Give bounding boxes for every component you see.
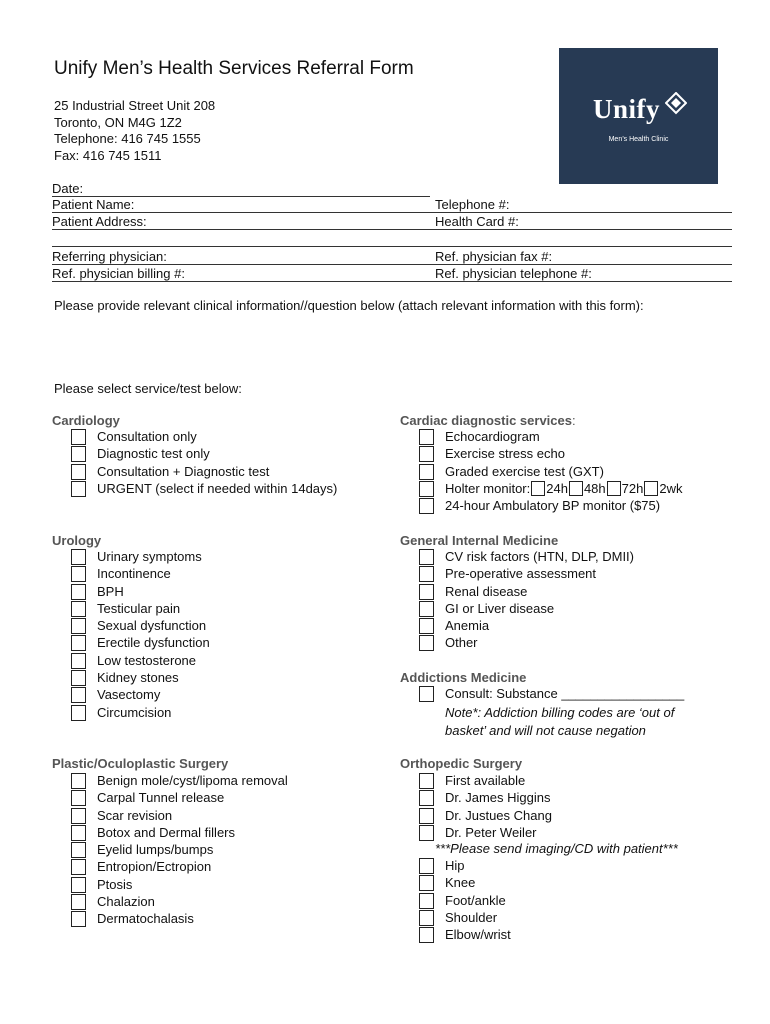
checkbox[interactable] [419, 498, 434, 514]
checkbox[interactable] [419, 566, 434, 582]
checkbox[interactable] [607, 481, 621, 496]
checkbox[interactable] [71, 635, 86, 651]
checkbox[interactable] [419, 875, 434, 891]
item-label: Knee [445, 875, 476, 891]
address-line: 25 Industrial Street Unit 208 [54, 98, 216, 113]
checkbox[interactable] [419, 446, 434, 462]
item-label: GI or Liver disease [445, 600, 555, 616]
checkbox[interactable] [71, 911, 86, 927]
checkbox[interactable] [419, 893, 434, 909]
checkbox[interactable] [71, 653, 86, 669]
checkbox[interactable] [71, 773, 86, 789]
checkbox[interactable] [71, 705, 86, 721]
ref-telephone-label: Ref. physician telephone #: [435, 266, 592, 281]
item-label: BPH [97, 583, 124, 599]
checkbox[interactable] [569, 481, 583, 496]
holter-label: Holter monitor: [445, 480, 531, 496]
checkbox[interactable] [419, 927, 434, 943]
heading-colon: : [571, 413, 576, 428]
item-label: Pre-operative assessment [445, 566, 597, 582]
checkbox[interactable] [71, 429, 86, 445]
holter-option: 72h [621, 480, 644, 496]
checkbox[interactable] [531, 481, 545, 496]
item-label: Consultation + Diagnostic test [97, 463, 270, 479]
ref-billing-label: Ref. physician billing #: [52, 266, 185, 281]
item-label: Circumcision [97, 704, 172, 720]
checkbox[interactable] [419, 481, 434, 497]
checkbox[interactable] [71, 549, 86, 565]
address-line: Toronto, ON M4G 1Z2 [54, 114, 182, 130]
checkbox[interactable] [419, 910, 434, 926]
select-service-prompt: Please select service/test below: [54, 381, 242, 396]
item-label: Eyelid lumps/bumps [97, 842, 214, 858]
item-label: First available [445, 773, 526, 788]
referring-physician-field[interactable] [52, 264, 732, 265]
date-label: Date: [52, 181, 84, 196]
patient-address-label: Patient Address: [52, 214, 147, 229]
checkbox[interactable] [71, 618, 86, 634]
item-label: Dermatochalasis [97, 911, 194, 927]
checkbox[interactable] [419, 635, 434, 651]
checkbox[interactable] [419, 825, 434, 841]
imaging-note: ***Please send imaging/CD with patient*** [435, 841, 678, 856]
item-label: Dr. James Higgins [445, 790, 551, 806]
item-label: Sexual dysfunction [97, 618, 207, 634]
item-label: Chalazion [97, 894, 155, 910]
holter-option: 48h [583, 480, 606, 496]
checkbox[interactable] [71, 584, 86, 600]
item-label: Scar revision [97, 807, 173, 823]
internal-medicine-heading: General Internal Medicine [400, 533, 559, 548]
item-label: Benign mole/cyst/lipoma removal [97, 773, 288, 788]
patient-address-field[interactable] [52, 229, 732, 230]
checkbox[interactable] [419, 584, 434, 600]
item-label: Exercise stress echo [445, 446, 565, 462]
checkbox[interactable] [71, 790, 86, 806]
item-label: Kidney stones [97, 670, 179, 686]
checkbox[interactable] [71, 842, 86, 858]
item-label: Other [445, 635, 478, 651]
item-label: Foot/ankle [445, 892, 506, 908]
item-label: Entropion/Ectropion [97, 859, 212, 875]
checkbox[interactable] [71, 446, 86, 462]
checkbox[interactable] [419, 429, 434, 445]
urology-heading: Urology [52, 533, 102, 548]
heading-text: Cardiac diagnostic services [400, 413, 572, 428]
cardiac-diagnostic-heading [400, 413, 576, 428]
item-label: CV risk factors (HTN, DLP, DMII) [445, 549, 635, 564]
cardiology-heading: Cardiology [52, 413, 120, 428]
patient-name-field[interactable] [52, 212, 732, 213]
checkbox[interactable] [71, 894, 86, 910]
holter-option: 2wk [659, 480, 683, 496]
checkbox[interactable] [419, 618, 434, 634]
item-label: Hip [445, 858, 465, 873]
checkbox[interactable] [419, 686, 434, 702]
substance-consult-label: Consult: Substance _________________ [445, 686, 685, 701]
item-label: Ptosis [97, 876, 133, 892]
item-label: Renal disease [445, 583, 528, 599]
checkbox[interactable] [644, 481, 658, 496]
logo-wordmark: Unify [593, 94, 661, 124]
item-label: 24-hour Ambulatory BP monitor ($75) [445, 498, 661, 514]
logo-subtitle: Men’s Health Clinic [608, 136, 669, 143]
checkbox[interactable] [71, 464, 86, 480]
note-line: basket’ and will not cause negation [445, 723, 646, 738]
address-line: Telephone: 416 745 1555 [54, 131, 201, 146]
checkbox[interactable] [419, 858, 434, 874]
checkbox[interactable] [419, 790, 434, 806]
item-label: Shoulder [445, 909, 498, 925]
telephone-label: Telephone #: [435, 197, 510, 212]
checkbox[interactable] [71, 825, 86, 841]
item-label: Elbow/wrist [445, 927, 511, 943]
checkbox[interactable] [71, 566, 86, 582]
clinic-logo [559, 48, 718, 184]
holter-monitor-row [445, 481, 682, 496]
item-label: Low testosterone [97, 652, 197, 668]
item-label: Dr. Peter Weiler [445, 824, 537, 840]
address-line: Fax: 416 745 1511 [54, 147, 162, 163]
note-line: Note*: Addiction billing codes are ‘out of [445, 705, 675, 720]
item-label: Dr. Justues Chang [445, 807, 552, 823]
plastic-surgery-heading: Plastic/Oculoplastic Surgery [52, 756, 229, 771]
checkbox[interactable] [71, 481, 86, 497]
item-label: Consultation only [97, 429, 197, 444]
item-label: Anemia [445, 618, 490, 634]
addictions-note [445, 704, 674, 740]
checkbox[interactable] [71, 687, 86, 703]
orthopedic-heading: Orthopedic Surgery [400, 756, 523, 771]
health-card-label: Health Card #: [435, 214, 519, 229]
item-label: Echocardiogram [445, 429, 540, 444]
checkbox[interactable] [71, 670, 86, 686]
patient-name-label: Patient Name: [52, 197, 135, 212]
checkbox[interactable] [419, 601, 434, 617]
checkbox[interactable] [419, 464, 434, 480]
checkbox[interactable] [71, 601, 86, 617]
divider [52, 246, 732, 247]
form-title: Unify Men’s Health Services Referral Form [54, 58, 414, 79]
ref-billing-field[interactable] [52, 281, 732, 282]
addictions-heading: Addictions Medicine [400, 670, 527, 685]
item-label: Graded exercise test (GXT) [445, 463, 604, 479]
item-label: Carpal Tunnel release [97, 790, 225, 806]
holter-option: 24h [546, 480, 568, 496]
checkbox[interactable] [71, 808, 86, 824]
checkbox[interactable] [71, 859, 86, 875]
diamond-logo-icon [665, 92, 687, 118]
item-label: Urinary symptoms [97, 549, 202, 564]
checkbox[interactable] [419, 549, 434, 565]
item-label: Erectile dysfunction [97, 635, 210, 651]
item-label: Vasectomy [97, 687, 161, 703]
clinic-address [54, 98, 215, 164]
referring-physician-label: Referring physician: [52, 249, 167, 264]
checkbox[interactable] [419, 773, 434, 789]
item-label: Incontinence [97, 566, 171, 582]
ref-fax-label: Ref. physician fax #: [435, 249, 553, 264]
item-label: Botox and Dermal fillers [97, 824, 235, 840]
checkbox[interactable] [71, 877, 86, 893]
item-label: URGENT (select if needed within 14days) [97, 480, 338, 496]
item-label: Diagnostic test only [97, 446, 210, 462]
clinical-info-prompt: Please provide relevant clinical information//question below (attach relevant information with this form): [54, 298, 644, 313]
item-label: Testicular pain [97, 600, 181, 616]
checkbox[interactable] [419, 808, 434, 824]
